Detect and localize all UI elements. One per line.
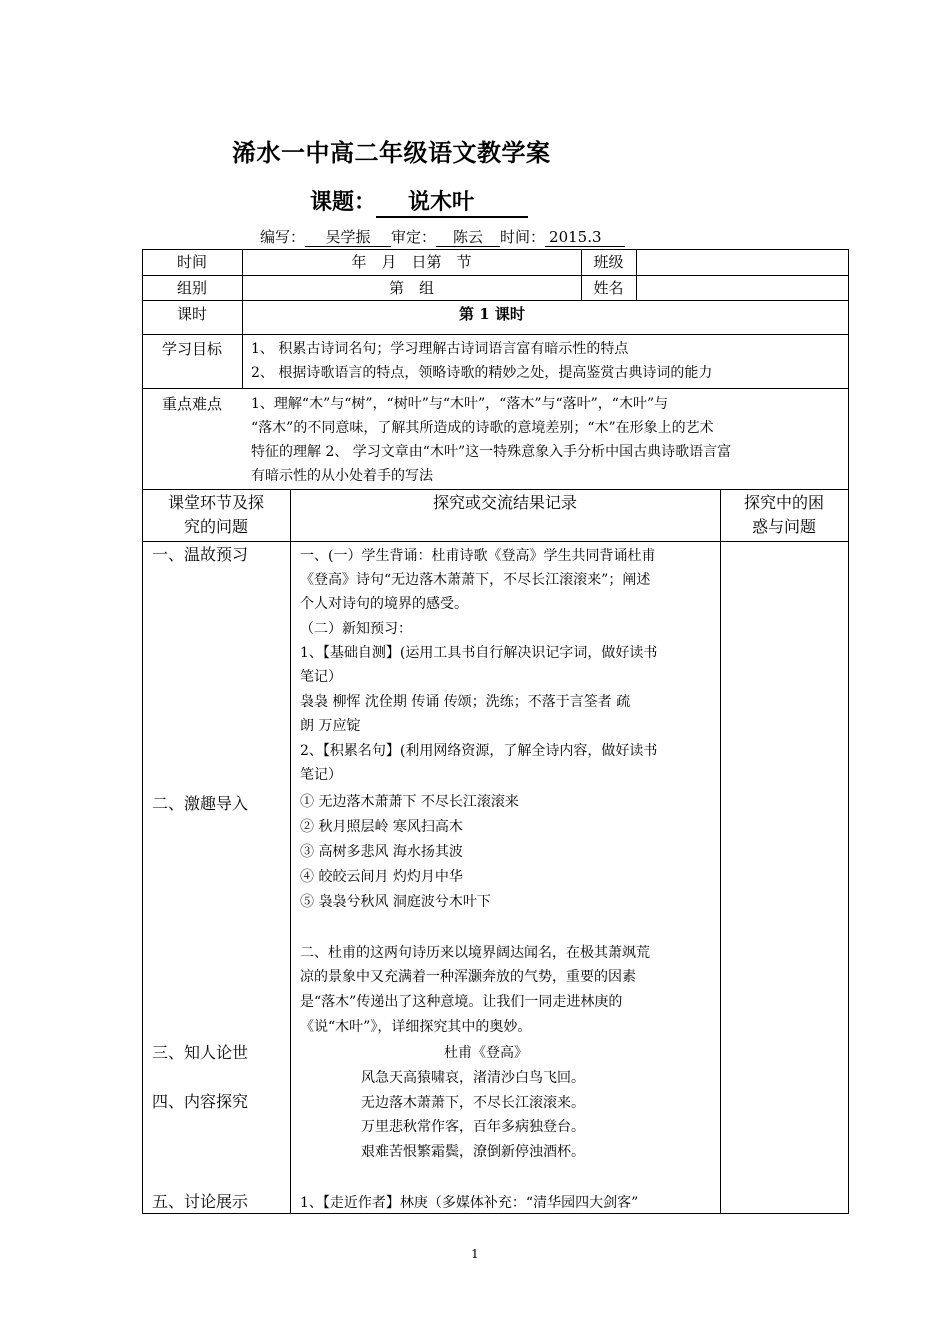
content-line: 笔记）	[300, 669, 342, 685]
topic-label: 课题：	[310, 190, 377, 215]
content-line: 是“落木”传递出了这种意境。让我们一同走进林庚的	[300, 994, 623, 1010]
class-label: 班级	[593, 253, 624, 271]
content-line: 2、【积累名句】(利用网络资源，了解全诗内容，做好读书	[300, 743, 658, 759]
class-field[interactable]	[637, 250, 848, 275]
name-field[interactable]	[637, 276, 848, 300]
verse-item: ① 无边落木萧萧下 不尽长江滚滚来	[300, 794, 519, 810]
poem-line: 艰难苦恨繁霜鬓，潦倒新停浊酒杯。	[361, 1144, 585, 1160]
content-line: 1、【基础自测】(运用工具书自行解决识记字词，做好读书	[300, 645, 658, 661]
content-line: 二、杜甫的这两句诗历来以境界阔达闻名，在极其萧飒荒	[300, 945, 650, 961]
section-explore: 四、内容探究	[152, 1092, 249, 1111]
verse-item: ③ 高树多悲风 海水扬其波	[300, 844, 463, 860]
poem-title: 杜甫《登高》	[444, 1045, 528, 1061]
goal-item: 1、 积累古诗词名句；学习理解古诗词语言富有暗示性的特点	[251, 341, 629, 357]
goals-label: 学习目标	[161, 340, 222, 358]
keypoint-line: 有暗示性的从小处着手的写法	[251, 468, 433, 484]
poem-line: 无边落木萧萧下，不尽长江滚滚来。	[361, 1095, 585, 1111]
group-value: 第 组	[388, 279, 434, 297]
poem-line: 万里悲秋常作客，百年多病独登台。	[361, 1119, 585, 1135]
author-value: 吴学振	[305, 228, 391, 247]
content-line: 个人对诗句的境界的感受。	[300, 596, 468, 612]
author-label: 编写：	[260, 228, 306, 246]
keypoint-line: “落木”的不同意味，了解其所造成的诗歌的意境差别；“木”在形象上的艺术	[251, 420, 714, 436]
section-author: 三、知人论世	[152, 1043, 249, 1062]
period-label: 课时	[176, 305, 207, 323]
time-row-value: 年 月 日第 节	[351, 253, 472, 271]
verse-item: ④ 皎皎云间月 灼灼月中华	[300, 869, 463, 885]
reviewer-label: 审定：	[391, 228, 437, 246]
name-label: 姓名	[593, 279, 624, 297]
content-line: 1、【走近作者】林庚（多媒体补充：“清华园四大剑客”	[300, 1195, 639, 1211]
keypoints-label: 重点难点	[161, 395, 222, 413]
content-line: 一、(一）学生背诵：杜甫诗歌《登高》学生共同背诵杜甫	[300, 548, 656, 564]
questions-area[interactable]	[721, 542, 848, 1213]
keypoint-line: 特征的理解 2、 学习文章由“木叶”这一特殊意象入手分析中国古典诗歌语言富	[251, 444, 732, 460]
time-value: 2015.3	[545, 228, 625, 247]
content-line: 朗 万应锭	[300, 718, 361, 734]
column-header-stage: 课堂环节及探 究的问题	[167, 493, 264, 536]
keypoint-line: 1、理解“木”与“树”，“树叶”与“木叶”，“落木”与“落叶”，“木叶”与	[251, 396, 669, 412]
verse-item: ⑤ 袅袅兮秋风 洞庭波兮木叶下	[300, 894, 491, 910]
page-number: 1	[471, 1247, 479, 1261]
section-intro: 二、激趣导入	[152, 794, 249, 813]
content-line: 袅袅 柳恽 沈佺期 传诵 传颂；洗练；不落于言筌者 疏	[300, 694, 631, 710]
group-label: 组别	[176, 279, 207, 297]
time-label: 时间：	[500, 228, 546, 246]
poem-line: 风急天高猿啸哀，渚清沙白鸟飞回。	[361, 1070, 585, 1086]
column-header-questions: 探究中的困 惑与问题	[743, 493, 824, 536]
content-line: 笔记）	[300, 767, 342, 783]
content-line: 《登高》诗句“无边落木萧萧下，不尽长江滚滚来”；阐述	[300, 572, 651, 588]
content-line: （二）新知预习：	[300, 621, 412, 637]
document-title: 浠水一中高二年级语文教学案	[232, 139, 551, 167]
period-value: 第 1 课时	[459, 305, 525, 323]
section-discuss: 五、讨论展示	[152, 1192, 249, 1211]
time-row-label: 时间	[176, 253, 207, 271]
content-line: 《说“木叶”》，详细探究其中的奥妙。	[300, 1019, 532, 1035]
goal-item: 2、 根据诗歌语言的特点，领略诗歌的精妙之处，提高鉴赏古典诗词的能力	[251, 365, 713, 381]
content-line: 凉的景象中又充满着一种浑灏奔放的气势，重要的因素	[300, 969, 636, 985]
column-header-record: 探究或交流结果记录	[432, 493, 577, 512]
verse-item: ② 秋月照层岭 寒风扫高木	[300, 819, 463, 835]
topic-line	[310, 185, 528, 218]
reviewer-value: 陈云	[436, 228, 500, 247]
topic-value: 说木叶	[376, 190, 528, 218]
section-review: 一、温故预习	[152, 545, 249, 564]
author-line	[260, 226, 625, 247]
